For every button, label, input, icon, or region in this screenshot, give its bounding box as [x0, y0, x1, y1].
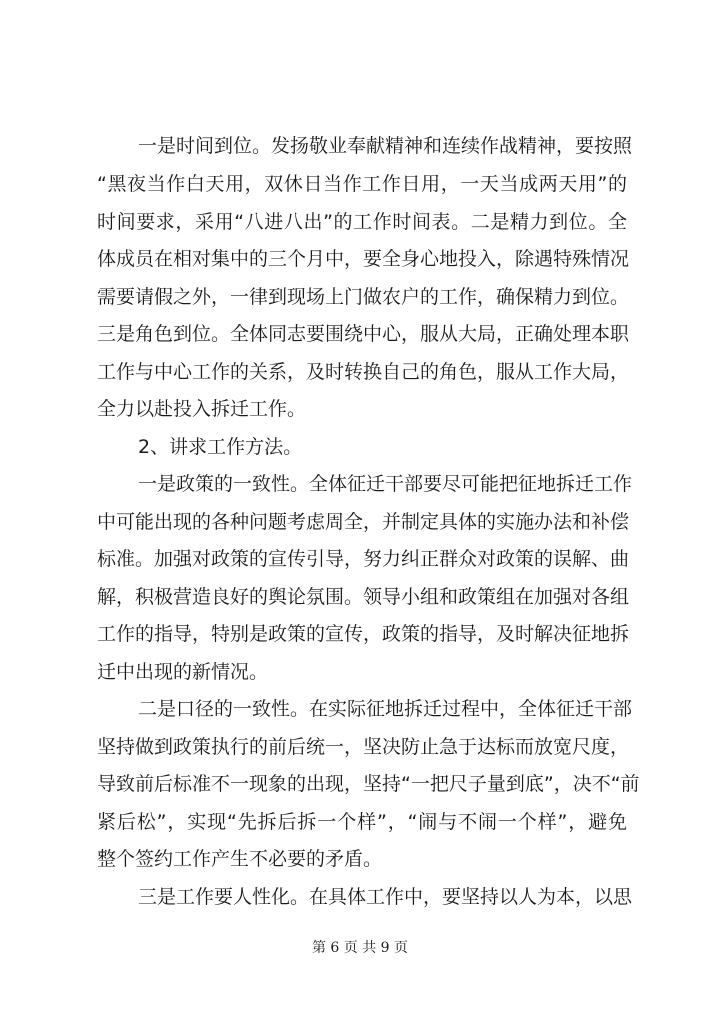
paragraph-line: 迁中出现的新情况。: [97, 661, 269, 683]
paragraph-line: 中可能出现的各种问题考虑周全，并制定具体的实施办法和补偿: [97, 511, 630, 533]
paragraph-line: 一是政策的一致性。全体征迁干部要尽可能把征地拆迁工作: [138, 473, 633, 495]
paragraph-line: 标准。加强对政策的宣传引导，努力纠正群众对政策的误解、曲: [97, 548, 630, 570]
page-footer: 第 6 页 共 9 页: [311, 940, 409, 956]
paragraph-line: 工作的指导，特别是政策的宣传，政策的指导，及时解决征地拆: [97, 623, 630, 645]
paragraph-line: 整个签约工作产生不必要的矛盾。: [97, 848, 383, 870]
paragraph-line: 导致前后标准不一现象的出现，坚持“一把尺子量到底”，决不“前: [97, 773, 640, 795]
paragraph-line: 一是时间到位。发扬敬业奉献精神和连续作战精神，要按照: [138, 135, 633, 157]
paragraph-line: 三是工作要人性化。在具体工作中，要坚持以人为本，以思: [138, 886, 633, 908]
paragraph-line: “黑夜当作白天用，双休日当作工作日用，一天当成两天用”的: [97, 173, 627, 195]
paragraph-line: 解，积极营造良好的舆论氛围。领导小组和政策组在加强对各组: [97, 586, 630, 608]
paragraph-line: 三是角色到位。全体同志要围绕中心，服从大局，正确处理本职: [97, 323, 630, 345]
paragraph-line: 二是口径的一致性。在实际征地拆迁过程中，全体征迁干部: [138, 698, 633, 720]
section-heading: 2、讲求工作方法。: [138, 436, 303, 458]
paragraph-line: 坚持做到政策执行的前后统一，坚决防止急于达标而放宽尺度，: [97, 736, 630, 758]
paragraph-line: 需要请假之外，一律到现场上门做农户的工作，确保精力到位。: [97, 286, 630, 308]
paragraph-line: 全力以赴投入拆迁工作。: [97, 398, 307, 420]
paragraph-line: 体成员在相对集中的三个月中，要全身心地投入，除遇特殊情况: [97, 248, 630, 270]
paragraph-line: 工作与中心工作的关系，及时转换自己的角色，服从工作大局，: [97, 361, 630, 383]
paragraph-line: 时间要求，采用“八进八出”的工作时间表。二是精力到位。全: [97, 211, 627, 233]
paragraph-line: 紧后松”，实现“先拆后拆一个样”，“闹与不闹一个样”，避免: [97, 811, 627, 833]
